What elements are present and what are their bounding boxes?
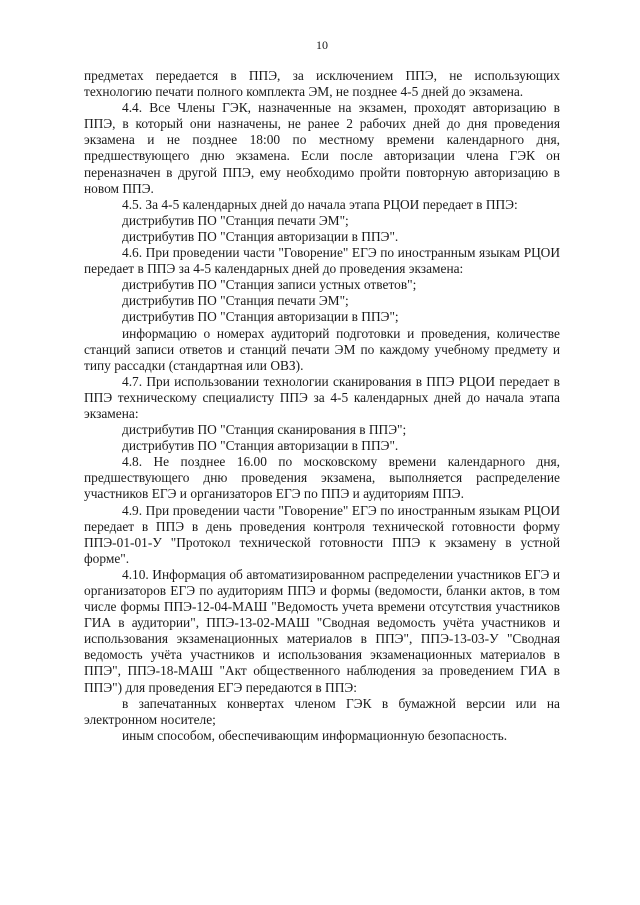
list-item: дистрибутив ПО "Станция авторизации в ППЭ". xyxy=(122,438,399,454)
paragraph-4-6: 4.6. При проведении части "Говорение" ЕГЭ по иностранным языкам РЦОИ передает в ППЭ за 4-5 календарных дней до проведения экзамена: xyxy=(84,245,560,277)
list-item: в запечатанных конвертах членом ГЭК в бумажной версии или на электронном носителе; xyxy=(84,695,560,727)
paragraph-4-8: 4.8. Не позднее 16.00 по московскому времени календарного дня, предшествующего дню проведения экзамена, выполняется распределение участников ЕГЭ и организаторов ЕГЭ по ППЭ и аудиториям ППЭ. xyxy=(84,454,560,502)
list-item: иным способом, обеспечивающим информационную безопасность. xyxy=(122,727,508,743)
paragraph-4-9: 4.9. При проведении части "Говорение" ЕГЭ по иностранным языкам РЦОИ передает в ППЭ в день проведения контроля технической готовности форму ППЭ-01-01-У "Протокол технической готовности ППЭ к экзамену в устной форме". xyxy=(84,502,560,566)
paragraph-4-5: 4.5. За 4-5 календарных дней до начала этапа РЦОИ передает в ППЭ: xyxy=(122,196,518,212)
list-item: дистрибутив ПО "Станция сканирования в ППЭ"; xyxy=(122,422,407,438)
paragraph-4-10: 4.10. Информация об автоматизированном распределении участников ЕГЭ и организаторов ЕГЭ по аудиториям ППЭ и формы (ведомости, бланки актов, в том числе формы ППЭ-12-04-МАШ "Ведомость учета времени отсутствия участников ГИА в аудитории", ППЭ-13-02-МАШ "Сводная ведомость учёта участников и использования экзаменационных материалов в ППЭ", ППЭ-13-03-У "Сводная ведомость учёта участников и использования экзаменационных материалов в ППЭ", ППЭ-18-МАШ "Акт общественного наблюдения за проведением ГИА в ППЭ") для проведения ЕГЭ передаются в ППЭ: xyxy=(84,566,560,695)
list-item: информацию о номерах аудиторий подготовки и проведения, количестве станций записи ответов и станций печати ЭМ по каждому учебному предмету и типу рассадки (стандартная или ОВЗ). xyxy=(84,325,560,373)
list-item: дистрибутив ПО "Станция авторизации в ППЭ"; xyxy=(122,309,399,325)
list-item: дистрибутив ПО "Станция печати ЭМ"; xyxy=(122,212,349,228)
list-item: дистрибутив ПО "Станция авторизации в ППЭ". xyxy=(122,228,399,244)
paragraph-4-4: 4.4. Все Члены ГЭК, назначенные на экзамен, проходят авторизацию в ППЭ, в который они назначены, не ранее 2 рабочих дней до дня проведения экзамена и не позднее 18:00 по местному времени календарного дня, предшествующего дню экзамена. Если после авторизации члена ГЭК он переназначен в другой ППЭ, ему необходимо пройти повторную авторизацию в новом ППЭ. xyxy=(84,100,560,196)
page-number: 10 xyxy=(316,38,328,52)
document-body xyxy=(84,68,560,744)
paragraph-4-7: 4.7. При использовании технологии сканирования в ППЭ РЦОИ передает в ППЭ техническому специалисту ППЭ за 4-5 календарных дней до начала этапа экзамена: xyxy=(84,373,560,421)
list-item: дистрибутив ПО "Станция печати ЭМ"; xyxy=(122,293,349,309)
paragraph-continuation: предметах передается в ППЭ, за исключением ППЭ, не использующих технологию печати полного комплекта ЭМ, не позднее 4-5 дней до экзамена. xyxy=(84,68,560,100)
list-item: дистрибутив ПО "Станция записи устных ответов"; xyxy=(122,277,417,293)
